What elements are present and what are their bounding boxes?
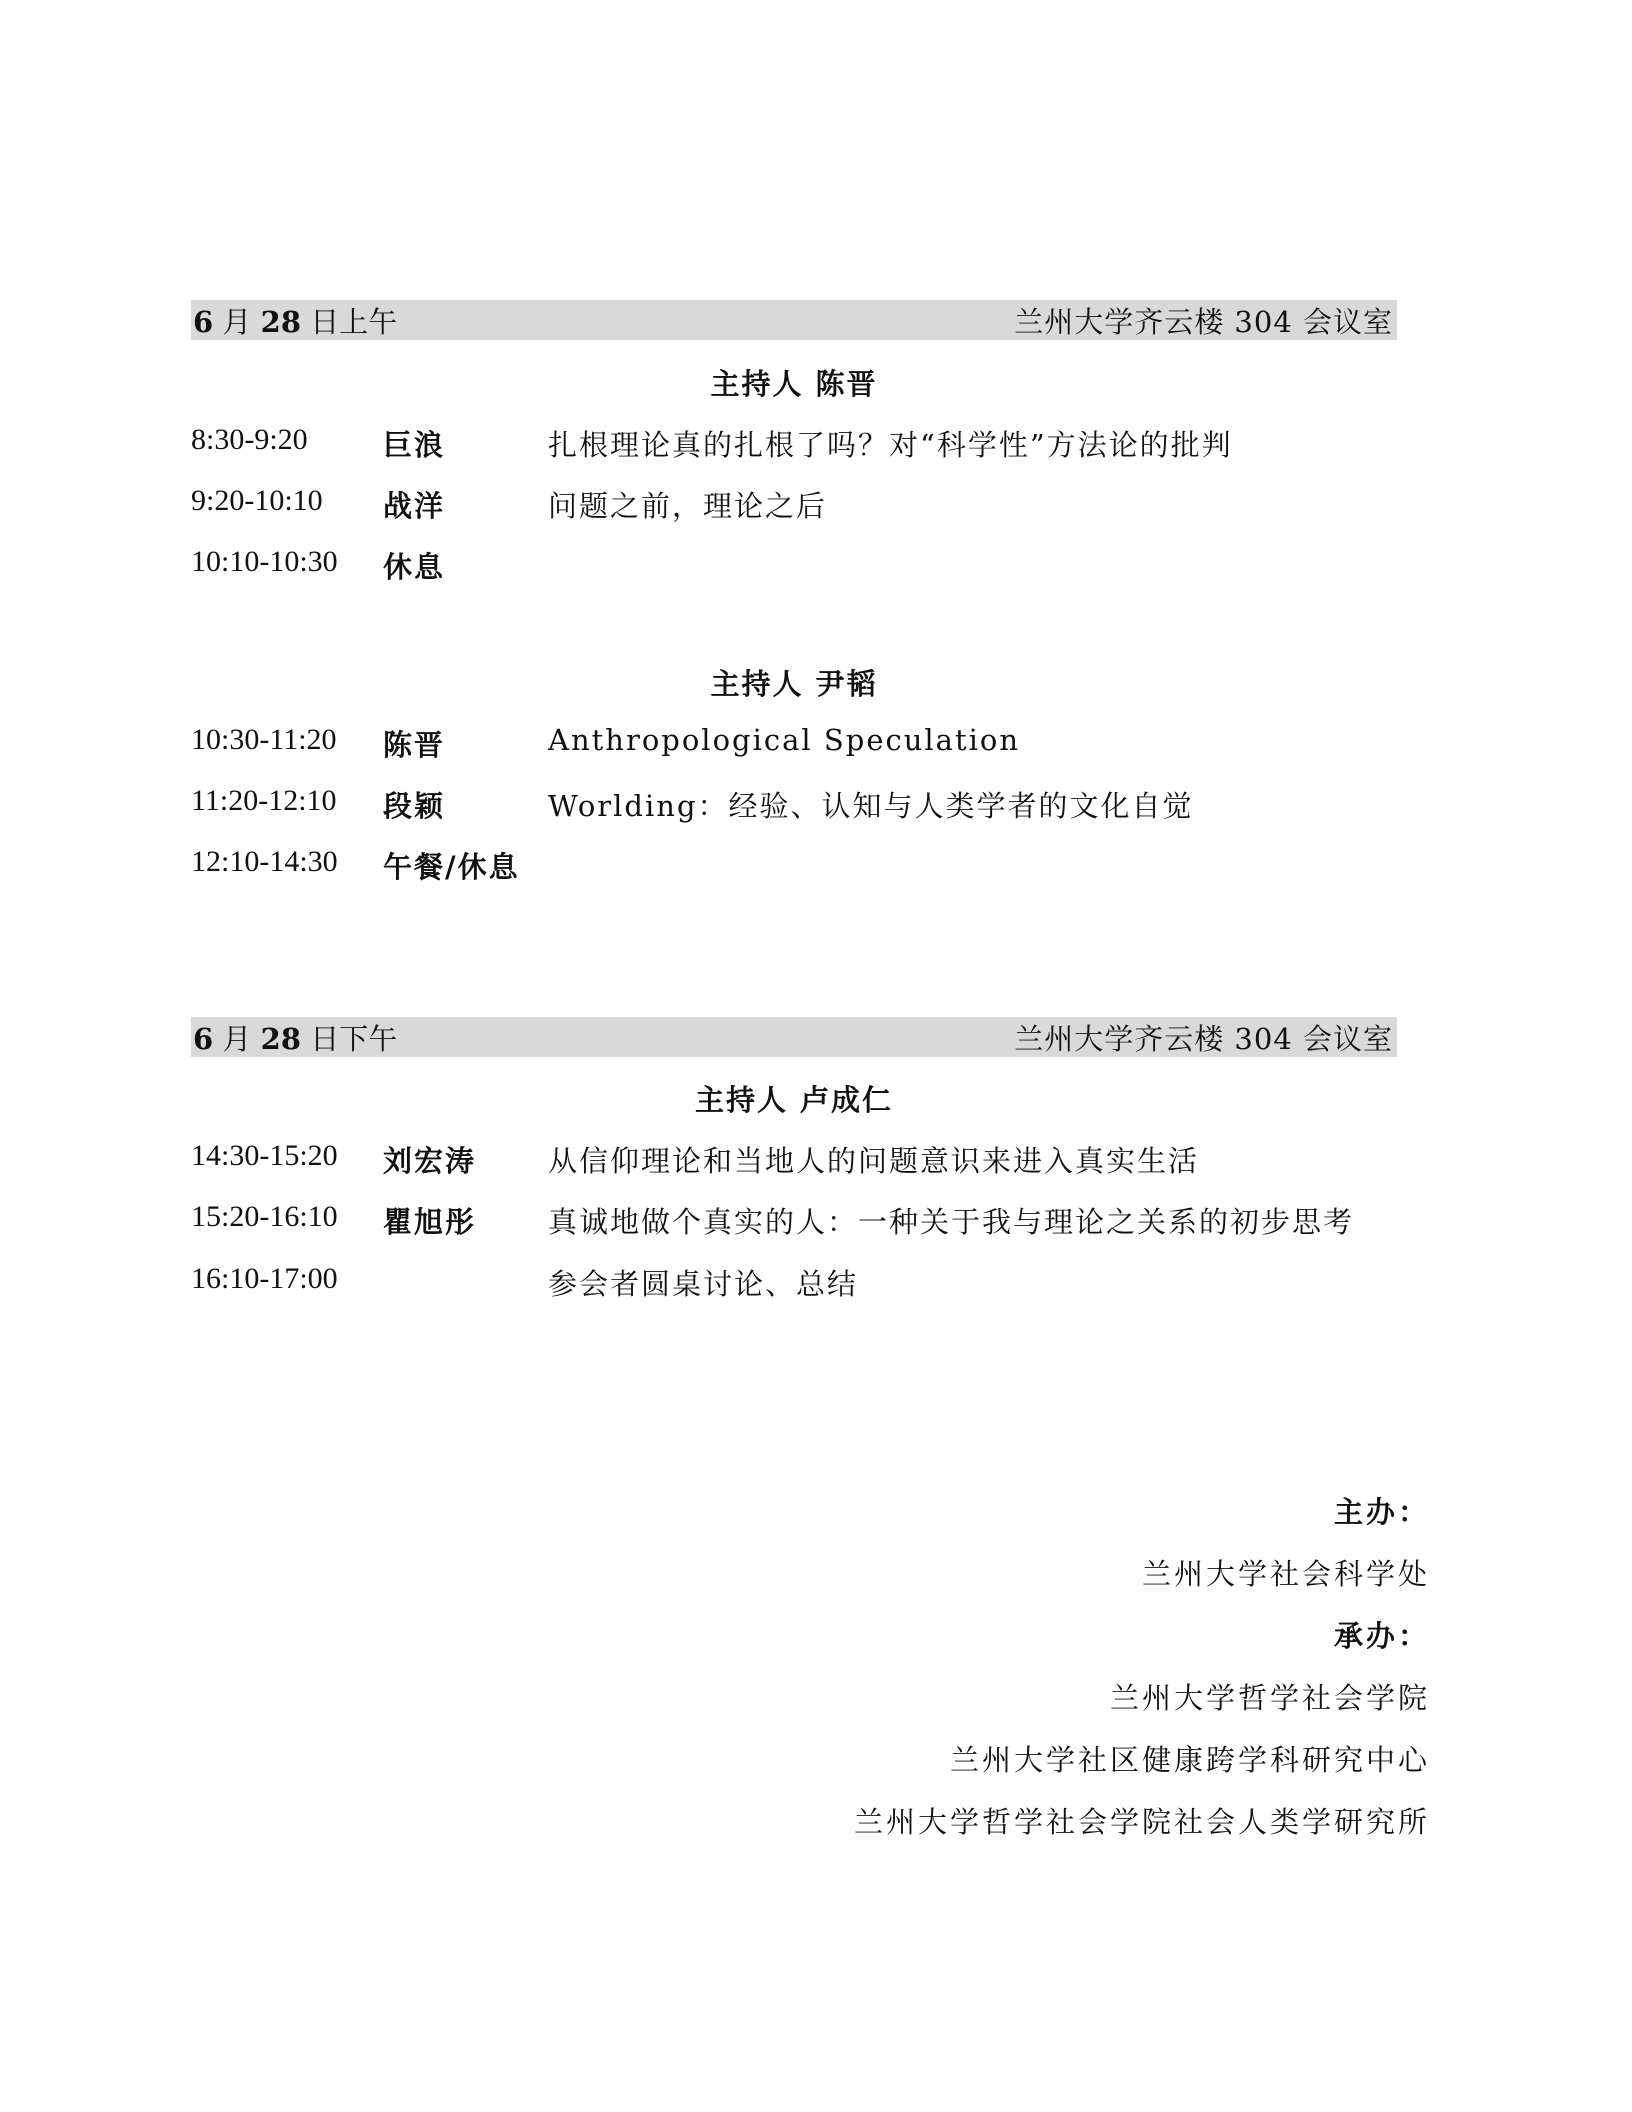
row-speaker: 瞿旭彤 <box>383 1205 477 1239</box>
session-date: 6 月 28 日上午 <box>193 304 398 339</box>
schedule-row <box>191 423 1397 463</box>
row-time: 10:30-11:20 <box>191 723 337 756</box>
row-title: 从信仰理论和当地人的问题意识来进入真实生活 <box>548 1144 1200 1178</box>
session-host: 主持人 卢成仁 <box>694 1083 894 1117</box>
row-time: 12:10-14:30 <box>191 845 338 878</box>
row-speaker: 刘宏涛 <box>383 1144 477 1178</box>
co-organizer-label: 承办： <box>1333 1619 1430 1653</box>
session-host: 主持人 陈晋 <box>710 367 878 401</box>
row-time: 16:10-17:00 <box>191 1262 338 1295</box>
row-title: 扎根理论真的扎根了吗？对“科学性”方法论的批判 <box>548 428 1233 462</box>
row-speaker: 段颖 <box>383 789 446 823</box>
row-title: 问题之前，理论之后 <box>548 489 828 523</box>
session-host: 主持人 尹韬 <box>710 667 878 701</box>
schedule-row <box>191 1262 1397 1302</box>
session-header-afternoon <box>191 1017 1397 1057</box>
schedule-row <box>191 484 1397 524</box>
schedule-row <box>191 723 1397 763</box>
row-speaker: 陈晋 <box>383 728 446 762</box>
row-time: 15:20-16:10 <box>191 1200 338 1233</box>
organizer-name: 兰州大学社会科学处 <box>1141 1557 1430 1591</box>
row-time: 11:20-12:10 <box>191 784 337 817</box>
session-header-morning <box>191 300 1397 340</box>
row-title: Anthropological Speculation <box>548 723 1021 757</box>
row-time: 8:30-9:20 <box>191 423 308 456</box>
row-speaker: 午餐/休息 <box>383 850 520 884</box>
row-speaker: 战洋 <box>383 489 446 523</box>
session-venue: 兰州大学齐云楼 304 会议室 <box>1014 1021 1393 1056</box>
co-organizer-name: 兰州大学社区健康跨学科研究中心 <box>949 1743 1430 1777</box>
row-speaker: 休息 <box>383 550 446 584</box>
schedule-row <box>191 845 1397 885</box>
schedule-row <box>191 1200 1397 1240</box>
co-organizer-name: 兰州大学哲学社会学院 <box>1109 1681 1430 1715</box>
session-date: 6 月 28 日下午 <box>193 1021 398 1056</box>
row-title: 真诚地做个真实的人：一种关于我与理论之关系的初步思考 <box>548 1205 1355 1239</box>
row-speaker: 巨浪 <box>383 428 446 462</box>
organizer-label: 主办： <box>1333 1495 1430 1529</box>
row-title: Worlding：经验、认知与人类学者的文化自觉 <box>548 789 1194 823</box>
row-time: 14:30-15:20 <box>191 1139 338 1172</box>
co-organizer-name: 兰州大学哲学社会学院社会人类学研究所 <box>853 1805 1430 1839</box>
schedule-row <box>191 784 1397 824</box>
row-time: 9:20-10:10 <box>191 484 323 517</box>
row-time: 10:10-10:30 <box>191 545 338 578</box>
schedule-row <box>191 545 1397 585</box>
schedule-row <box>191 1139 1397 1179</box>
row-title: 参会者圆桌讨论、总结 <box>548 1267 859 1301</box>
session-venue: 兰州大学齐云楼 304 会议室 <box>1014 304 1393 339</box>
